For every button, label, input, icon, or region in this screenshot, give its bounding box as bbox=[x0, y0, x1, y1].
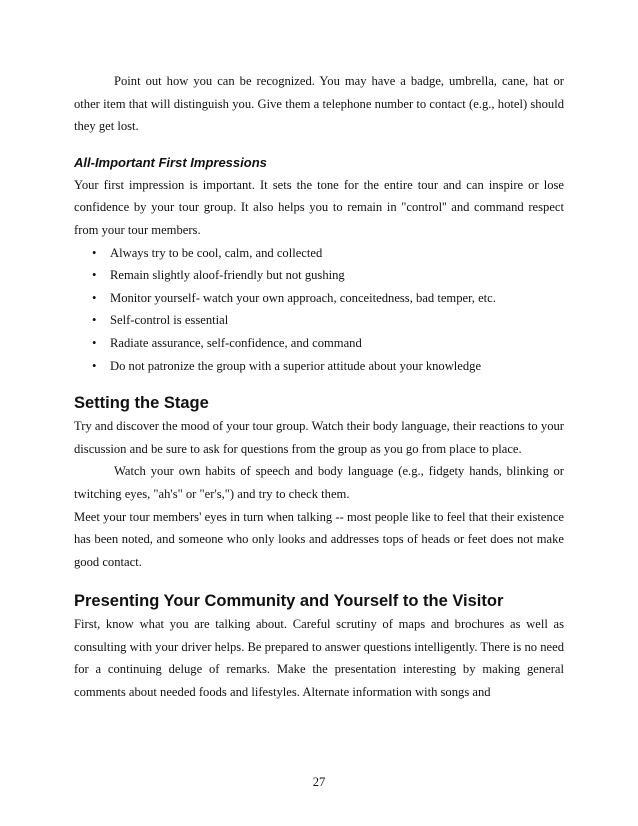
list-item: • Radiate assurance, self-confidence, and command bbox=[110, 332, 564, 355]
list-item: • Remain slightly aloof-friendly but not gushing bbox=[110, 264, 564, 287]
bullet-icon: • bbox=[92, 268, 97, 283]
presenting-paragraph-1: First, know what you are talking about. Careful scrutiny of maps and brochures as well as consulting with your driver helps. Be prepared to answer questions intelligently. There is no need for a continuing deluge of remarks. Make the presentation interesting by making general comments about needed foods and lifestyles. Alternate information with songs and bbox=[74, 617, 564, 700]
setting-stage-paragraph-2: Watch your own habits of speech and body language (e.g., fidgety hands, blinking or twitching eyes, "ah's" or "er's,") and try to check them. bbox=[74, 464, 564, 501]
page-number: 27 bbox=[312, 775, 326, 789]
bullet-icon: • bbox=[92, 335, 97, 350]
first-impressions-list bbox=[74, 242, 564, 378]
bullet-icon: • bbox=[92, 313, 97, 328]
first-impressions-heading: All-Important First Impressions bbox=[74, 154, 267, 170]
bullet-icon: • bbox=[92, 245, 97, 260]
intro-paragraph: Point out how you can be recognized. You may have a badge, umbrella, cane, hat or other item that will distinguish you. Give them a telephone number to contact (e.g., hotel) should they get lost. bbox=[74, 74, 564, 134]
setting-stage-paragraph-1: Try and discover the mood of your tour group. Watch their body language, their reactions to your discussion and be sure to ask for questions from the group as you go from place to place. bbox=[74, 419, 564, 456]
list-item: • Do not patronize the group with a superior attitude about your knowledge bbox=[110, 355, 564, 378]
presenting-heading: Presenting Your Community and Yourself to the Visitor bbox=[74, 592, 504, 611]
setting-stage-paragraph-3: Meet your tour members' eyes in turn when talking -- most people like to feel that their existence has been noted, and someone who only looks and addresses tops of heads or feet does not make good contact. bbox=[74, 509, 564, 569]
document-page bbox=[74, 70, 564, 704]
list-item: • Monitor yourself- watch your own approach, conceitedness, bad temper, etc. bbox=[110, 287, 564, 310]
list-item: • Always try to be cool, calm, and collected bbox=[110, 242, 564, 265]
bullet-icon: • bbox=[92, 358, 97, 373]
bullet-icon: • bbox=[92, 290, 97, 305]
first-impressions-paragraph: Your first impression is important. It sets the tone for the entire tour and can inspire or lose confidence by your tour group. It also helps you to remain in "control'' and command respect from your tour members. bbox=[74, 177, 564, 237]
list-item: • Self-control is essential bbox=[110, 309, 564, 332]
setting-stage-heading: Setting the Stage bbox=[74, 394, 209, 413]
